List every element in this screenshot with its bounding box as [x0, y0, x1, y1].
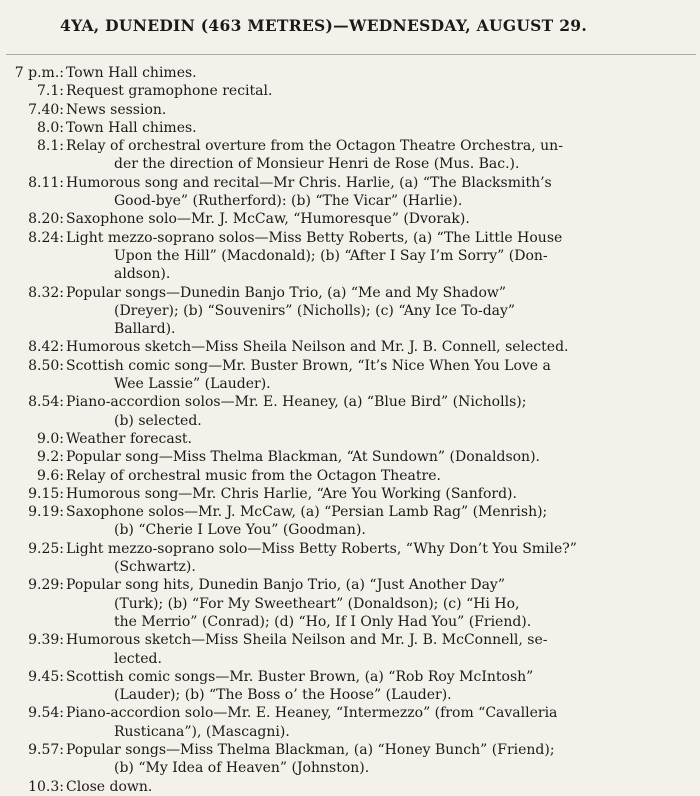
entry-text-line: Humorous sketch—Miss Sheila Neilson and Mr. J. B. Connell, selected.	[66, 339, 569, 356]
entry-text-line: (Turk); (b) “For My Sweetheart” (Donaldson); (c) “Hi Ho,	[114, 595, 520, 612]
entry-text-line: the Merrio” (Conrad); (d) “Ho, If I Only Had You” (Friend).	[114, 613, 532, 630]
entry-text-line: Upon the Hill” (Macdonald); (b) “After I Say I’m Sorry” (Don-	[114, 247, 548, 264]
entry-text-line: Popular song—Miss Thelma Blackman, “At Sundown” (Donaldson).	[66, 449, 540, 466]
entry-time: 8.0:	[37, 119, 64, 136]
program-entry	[0, 467, 700, 485]
entry-time: 8.54:	[28, 394, 64, 411]
entry-text-line: (Schwartz).	[114, 559, 196, 576]
entry-time: 9.57:	[28, 741, 64, 758]
program-entry	[0, 137, 700, 174]
entry-time: 9.25:	[28, 540, 64, 557]
entry-time: 8.1:	[37, 138, 64, 155]
entry-text-line: Good-bye” (Rutherford): (b) “The Vicar” (Harlie).	[114, 193, 463, 210]
program-entry	[0, 704, 700, 741]
program-entry	[0, 64, 700, 82]
entry-time: 8.42:	[28, 339, 64, 356]
entry-text-line: Piano-accordion solo—Mr. E. Heaney, “Intermezzo” (from “Cavalleria	[66, 705, 558, 722]
program-entry	[0, 174, 700, 211]
program-entry	[0, 210, 700, 228]
program-entry	[0, 338, 700, 356]
entry-time: 8.32:	[28, 284, 64, 301]
entry-text-line: Scottish comic songs—Mr. Buster Brown, (a) “Rob Roy McIntosh”	[66, 668, 534, 685]
program-entry	[0, 485, 700, 503]
entry-text-line: (b) “Cherie I Love You” (Goodman).	[114, 522, 366, 539]
program-entry	[0, 540, 700, 577]
entry-text-line: Humorous song and recital—Mr Chris. Harlie, (a) “The Blacksmith’s	[66, 174, 552, 191]
entry-text-line: Rusticana”), (Mascagni).	[114, 723, 290, 740]
station-heading: 4YA, DUNEDIN (463 METRES)—WEDNESDAY, AUGUST 29.	[60, 16, 588, 35]
program-entry	[0, 778, 700, 796]
entry-text-line: Request gramophone recital.	[66, 83, 273, 100]
program-entry	[0, 284, 700, 339]
entry-text-line: (b) selected.	[114, 412, 202, 429]
program-entry	[0, 576, 700, 631]
entry-text-line: aldson).	[114, 266, 171, 283]
entry-text-line: Piano-accordion solos—Mr. E. Heaney, (a) “Blue Bird” (Nicholls);	[66, 394, 527, 411]
program-entry	[0, 101, 700, 119]
entry-time: 7.40:	[28, 101, 64, 118]
program-entry	[0, 357, 700, 394]
program-entry	[0, 741, 700, 778]
entry-time: 8.11:	[28, 174, 64, 191]
program-entry	[0, 448, 700, 466]
entry-text-line: Humorous song—Mr. Chris Harlie, “Are You Working (Sanford).	[66, 485, 517, 502]
entry-time: 9.15:	[28, 485, 64, 502]
entry-text-line: Wee Lassie” (Lauder).	[114, 376, 271, 393]
entry-text-line: Saxophone solo—Mr. J. McCaw, “Humoresque” (Dvorak).	[66, 211, 470, 228]
program-entry	[0, 119, 700, 137]
entry-time: 10.3:	[28, 778, 64, 795]
entry-time: 9.45:	[28, 668, 64, 685]
entry-time: 9.29:	[28, 577, 64, 594]
entry-text-line: Scottish comic song—Mr. Buster Brown, “It’s Nice When You Love a	[66, 357, 551, 374]
program-entry	[0, 82, 700, 100]
entry-time: 9.19:	[28, 504, 64, 521]
entry-text-line: News session.	[66, 101, 167, 118]
entry-text-line: (b) “My Idea of Heaven” (Johnston).	[114, 760, 370, 777]
program-entry	[0, 393, 700, 430]
entry-text-line: (Lauder); (b) “The Boss o’ the Hoose” (Lauder).	[114, 687, 452, 704]
entry-text-line: der the direction of Monsieur Henri de Rose (Mus. Bac.).	[114, 156, 520, 173]
entry-time: 7.1:	[37, 83, 64, 100]
entry-time: 7 p.m.:	[14, 65, 64, 81]
entry-time: 8.50:	[28, 357, 64, 374]
entry-time: 9.39:	[28, 632, 64, 649]
program-list	[0, 64, 700, 796]
entry-time: 9.2:	[37, 449, 64, 466]
entry-time: 8.20:	[28, 211, 64, 228]
program-entry	[0, 503, 700, 540]
entry-time: 8.24:	[28, 229, 64, 246]
entry-text-line: Relay of orchestral overture from the Octagon Theatre Orchestra, un-	[66, 138, 563, 155]
entry-text-line: Popular song hits, Dunedin Banjo Trio, (a) “Just Another Day”	[66, 577, 505, 594]
entry-text-line: Ballard).	[114, 321, 176, 338]
entry-text-line: Light mezzo-soprano solo—Miss Betty Roberts, “Why Don’t You Smile?”	[66, 540, 577, 557]
entry-text-line: Weather forecast.	[66, 430, 192, 447]
entry-text-line: Town Hall chimes.	[66, 119, 197, 136]
entry-text-line: Relay of orchestral music from the Octagon Theatre.	[66, 467, 441, 484]
entry-text-line: (Dreyer); (b) “Souvenirs” (Nicholls); (c) “Any Ice To-day”	[114, 302, 516, 319]
entry-text-line: Humorous sketch—Miss Sheila Neilson and Mr. J. B. McConnell, se-	[66, 632, 548, 649]
entry-time: 9.0:	[37, 430, 64, 447]
heading-rule	[6, 54, 696, 55]
entry-text-line: Popular songs—Dunedin Banjo Trio, (a) “Me and My Shadow”	[66, 284, 507, 301]
entry-text-line: Town Hall chimes.	[66, 65, 197, 81]
entry-time: 9.6:	[37, 467, 64, 484]
entry-text-line: Popular songs—Miss Thelma Blackman, (a) “Honey Bunch” (Friend);	[66, 741, 555, 758]
entry-text-line: Close down.	[66, 778, 153, 795]
program-entry	[0, 668, 700, 705]
program-entry	[0, 430, 700, 448]
program-entry	[0, 631, 700, 668]
entry-time: 9.54:	[28, 705, 64, 722]
entry-text-line: Saxophone solos—Mr. J. McCaw, (a) “Persian Lamb Rag” (Menrish);	[66, 504, 548, 521]
program-entry	[0, 229, 700, 284]
entry-text-line: Light mezzo-soprano solos—Miss Betty Roberts, (a) “The Little House	[66, 229, 563, 246]
entry-text-line: lected.	[114, 650, 162, 667]
